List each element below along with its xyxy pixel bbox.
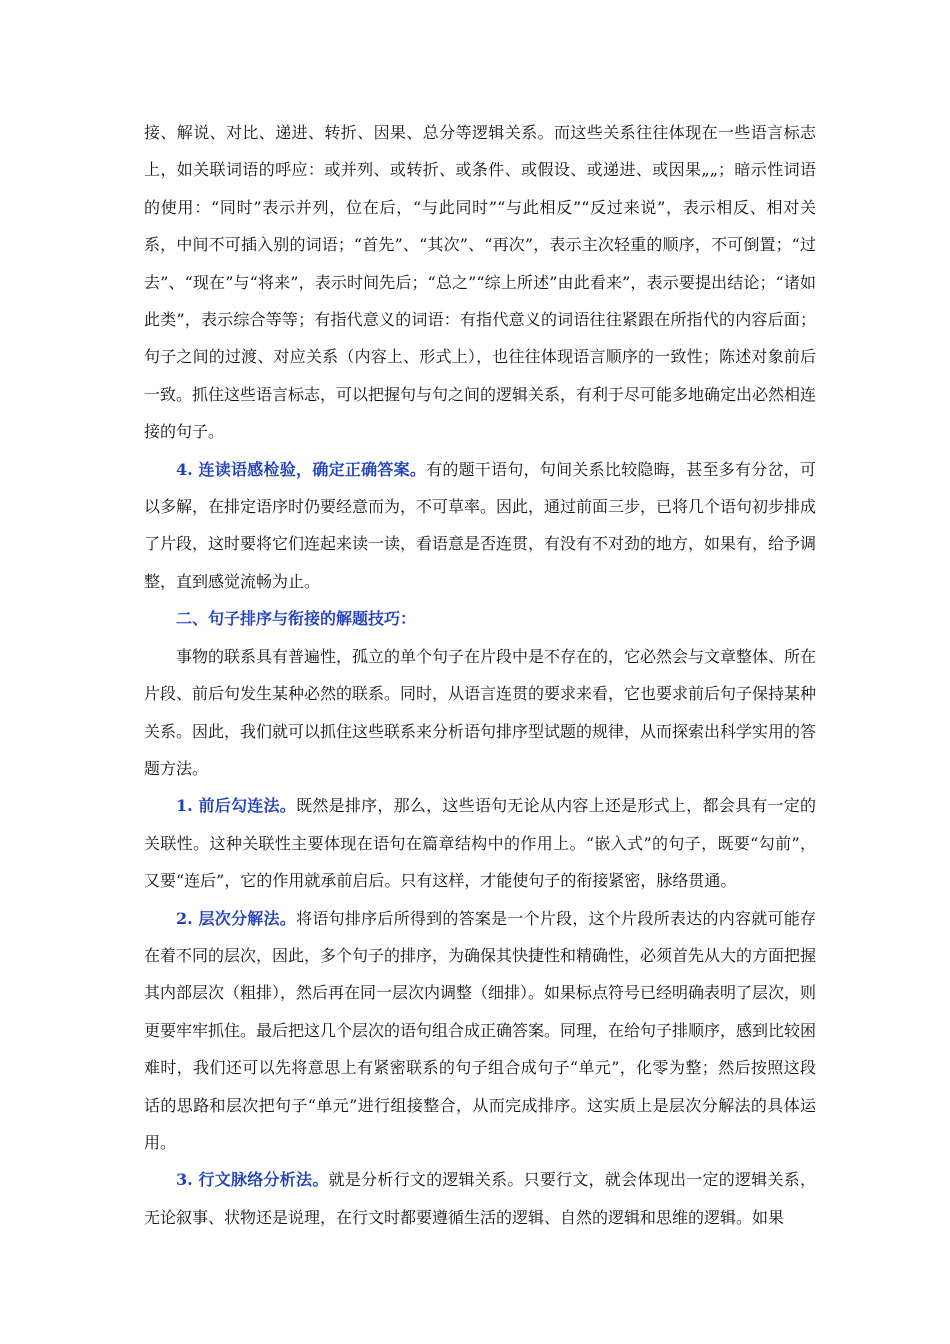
paragraph-lead: 3. 行文脉络分析法。	[176, 1170, 329, 1190]
paragraph-step-4	[144, 451, 816, 601]
paragraph-method-2	[144, 900, 816, 1162]
paragraph-method-1	[144, 787, 816, 899]
paragraph-intro	[144, 638, 816, 788]
paragraph-lead: 1. 前后勾连法。	[176, 796, 297, 816]
paragraph-text: 将语句排序后所得到的答案是一个片段，这个片段所表达的内容就可能存在着不同的层次，因此，多个句子的排序，为确保其快捷性和精确性，必须首先从大的方面把握其内部层次（粗排），然后再在同一层次内调整（细排）。如果标点符号已经明确表明了层次，则更要牢牢抓住。最后把这几个层次的语句组合成正确答案。同理，在给句子排顺序，感到比较困难时，我们还可以先将意思上有紧密联系的句子组合成句子“单元”，化零为整；然后按照这段话的思路和层次把句子“单元”进行组接整合，从而完成排序。这实质上是层次分解法的具体运用。	[144, 908, 817, 1152]
paragraph-lead: 4. 连读语感检验，确定正确答案。	[176, 459, 427, 479]
paragraph-text: 就是分析行文的逻辑关系。只要行文，就会体现出一定的逻辑关系，无论叙事、状物还是说理，在行文时都要遵循生活的逻辑、自然的逻辑和思维的逻辑。如果	[144, 1170, 816, 1227]
paragraph-lead: 2. 层次分解法。	[176, 908, 297, 928]
paragraph-text: 有的题干语句，句间关系比较隐晦，甚至多有分岔，可以多解，在排定语序时仍要经意而为，不可草率。因此，通过前面三步，已将几个语句初步排成了片段，这时要将它们连起来读一读，看语意是否连贯，有没有不对劲的地方，如果有，给予调整，直到感觉流畅为止。	[144, 459, 817, 591]
paragraph-text: 事物的联系具有普遍性，孤立的单个句子在片段中是不存在的，它必然会与文章整体、所在片段、前后句发生某种必然的联系。同时，从语言连贯的要求来看，它也要求前后句子保持某种关系。因此，我们就可以抓住这些联系来分析语句排序型试题的规律，从而探索出科学实用的答题方法。	[144, 646, 817, 778]
paragraph-method-3	[144, 1161, 816, 1236]
section-heading	[144, 600, 816, 637]
heading-text: 二、句子排序与衔接的解题技巧：	[176, 609, 417, 629]
document-page	[144, 114, 816, 1236]
paragraph-text: 接、解说、对比、递进、转折、因果、总分等逻辑关系。而这些关系往往体现在一些语言标志上，如关联词语的呼应：或并列、或转折、或条件、或假设、或递进、或因果„„；暗示性词语的使用：“同时”表示并列，位在后，“与此同时”“与此相反”“反过来说”，表示相反、相对关系，中间不可插入别的词语；“首先”、“其次”、“再次”，表示主次轻重的顺序，不可倒置；“过去”、“现在”与“将来”，表示时间先后；“总之”“综上所述”由此看来”，表示要提出结论；“诸如此类”，表示综合等等；有指代意义的词语：有指代意义的词语往往紧跟在所指代的内容后面；句子之间的过渡、对应关系（内容上、形式上），也往往体现语言顺序的一致性；陈述对象前后一致。抓住这些语言标志，可以把握句与句之间的逻辑关系，有利于尽可能多地确定出必然相连接的句子。	[144, 123, 817, 442]
paragraph-logic-markers	[144, 114, 816, 451]
paragraph-text: 既然是排序，那么，这些语句无论从内容上还是形式上，都会具有一定的关联性。这种关联性主要体现在语句在篇章结构中的作用上。“嵌入式”的句子，既要“勾前”，又要“连后”，它的作用就承前启后。只有这样，才能使句子的衔接紧密，脉络贯通。	[144, 796, 816, 891]
